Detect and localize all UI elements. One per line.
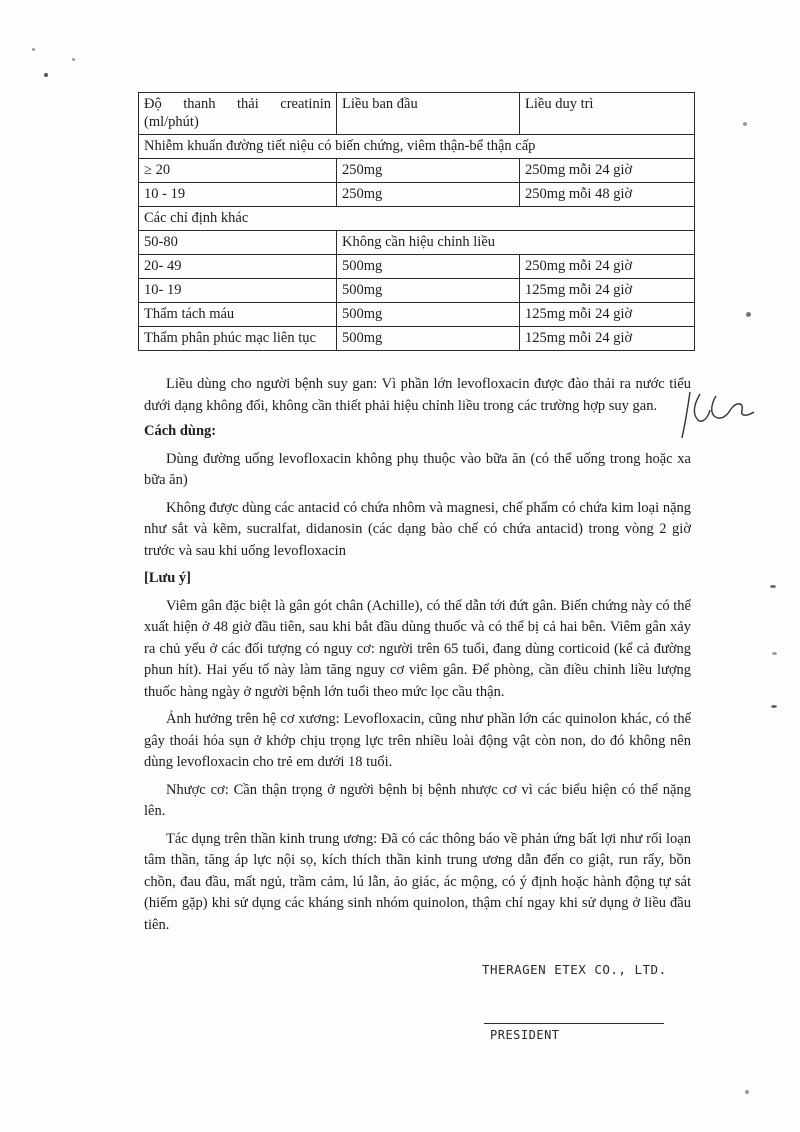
cell-maintenance: 125mg mỗi 24 giờ (520, 303, 695, 327)
scan-speck (32, 48, 35, 51)
header-maintenance-dose: Liều duy trì (520, 93, 695, 135)
tendinitis-paragraph: Viêm gân đặc biệt là gân gót chân (Achille), có thể dẫn tới đứt gân. Biến chứng này có thể xuất hiện ở 48 giờ đầu tiên, sau khi bắt đầu dùng thuốc và có thể bị cả hai bên. Viêm gân xảy ra chủ yếu ở các đối tượng có nguy cơ: người trên 65 tuổi, đang dùng corticoid (kể cả đường phun hít). Hai yếu tố này làm tăng nguy cơ viêm gân. Để phòng, cần điều chỉnh liều lượng thuốc hàng ngày ở người bệnh lớn tuổi theo mức lọc cầu thận. (144, 597, 691, 700)
cell-clearance: Thẩm phân phúc mạc liên tục (139, 327, 337, 351)
liver-dosage-paragraph: Liều dùng cho người bệnh suy gan: Vì phần lớn levofloxacin được đào thải ra nước tiểu dưới dạng không đổi, không cần thiết phải hiệu chỉnh liều trong các trường hợp suy gan. (144, 376, 691, 414)
musculoskeletal-paragraph: Ảnh hưởng trên hệ cơ xương: Levofloxacin, cũng như phần lớn các quinolon khác, có thể gây thoái hóa sụn ở khớp chịu trọng lực trên nhiều loài động vật còn non, do đó không nên dùng levofloxacin cho trẻ em dưới 18 tuổi. (144, 711, 691, 770)
table-section-row (139, 207, 695, 231)
cell-initial: 250mg (337, 183, 520, 207)
table-row (139, 159, 695, 183)
scan-speck (72, 58, 75, 61)
header-creatinine-clearance (139, 93, 337, 135)
cell-initial: 250mg (337, 159, 520, 183)
section-label: Các chỉ định khác (139, 207, 695, 231)
cell-initial: 500mg (337, 279, 520, 303)
header-col1-line1: Độ thanh thải creatinin (144, 96, 331, 112)
cell-clearance: 20- 49 (139, 255, 337, 279)
cell-maintenance: 125mg mỗi 24 giờ (520, 327, 695, 351)
body-text-block (144, 374, 691, 936)
signatory-title: PRESIDENT (490, 1028, 560, 1042)
table-row (139, 303, 695, 327)
cell-maintenance: 125mg mỗi 24 giờ (520, 279, 695, 303)
cell-maintenance: 250mg mỗi 24 giờ (520, 255, 695, 279)
table-row (139, 231, 695, 255)
signature-line (484, 1023, 664, 1024)
usage-heading: Cách dùng: (144, 423, 217, 439)
table-row (139, 279, 695, 303)
usage-paragraph-1: Dùng đường uống levofloxacin không phụ thuộc vào bữa ăn (có thể uống trong hoặc xa bữa ăn) (144, 450, 691, 488)
cell-clearance: 10 - 19 (139, 183, 337, 207)
cell-initial: 500mg (337, 303, 520, 327)
table-row (139, 327, 695, 351)
scan-speck (745, 1090, 749, 1094)
section-label: Nhiễm khuẩn đường tiết niệu có biến chứng, viêm thận-bể thận cấp (139, 135, 695, 159)
renal-dosage-table (138, 92, 695, 351)
table-row (139, 255, 695, 279)
table-row (139, 183, 695, 207)
cell-initial: 500mg (337, 327, 520, 351)
scan-speck (770, 585, 776, 588)
header-col1-line2: (ml/phút) (144, 114, 199, 130)
cell-no-adjustment: Không cần hiệu chỉnh liều (337, 231, 695, 255)
handwritten-initials-signature (676, 384, 758, 444)
header-initial-dose: Liều ban đầu (337, 93, 520, 135)
cell-initial: 500mg (337, 255, 520, 279)
cell-clearance: 50-80 (139, 231, 337, 255)
table-section-row (139, 135, 695, 159)
scan-speck (44, 73, 48, 77)
scan-speck (746, 312, 751, 317)
cell-clearance: ≥ 20 (139, 159, 337, 183)
scan-speck (772, 652, 777, 655)
table-header-row (139, 93, 695, 135)
cell-maintenance: 250mg mỗi 24 giờ (520, 159, 695, 183)
scan-speck (771, 705, 777, 708)
note-heading: [Lưu ý] (144, 570, 191, 586)
cell-maintenance: 250mg mỗi 48 giờ (520, 183, 695, 207)
cns-effects-paragraph: Tác dụng trên thần kinh trung ương: Đã có các thông báo về phản ứng bất lợi như rối loạn tâm thần, tăng áp lực nội sọ, kích thích thần kinh trung ương dẫn đến co giật, run rẩy, bồn chồn, đau đầu, mất ngủ, trầm cảm, lú lẫn, ảo giác, ác mộng, có ý định hoặc hành động tự sát (hiếm gặp) khi sử dụng các kháng sinh nhóm quinolon, thậm chí ngay khi sử dụng ở liều đầu tiên. (144, 830, 691, 933)
myasthenia-paragraph: Nhược cơ: Cần thận trọng ở người bệnh bị bệnh nhược cơ vì các biểu hiện có thể nặng lên. (144, 781, 691, 819)
usage-paragraph-2: Không được dùng các antacid có chứa nhôm và magnesi, chế phẩm có chứa kim loại nặng như sắt và kẽm, sucralfat, didanosin (các dạng bào chế có chứa antacid) trong vòng 2 giờ trước và sau khi uống levofloxacin (144, 499, 691, 559)
cell-clearance: 10- 19 (139, 279, 337, 303)
scan-speck (743, 122, 747, 126)
cell-clearance: Thẩm tách máu (139, 303, 337, 327)
company-name: THERAGEN ETEX CO., LTD. (482, 962, 667, 977)
